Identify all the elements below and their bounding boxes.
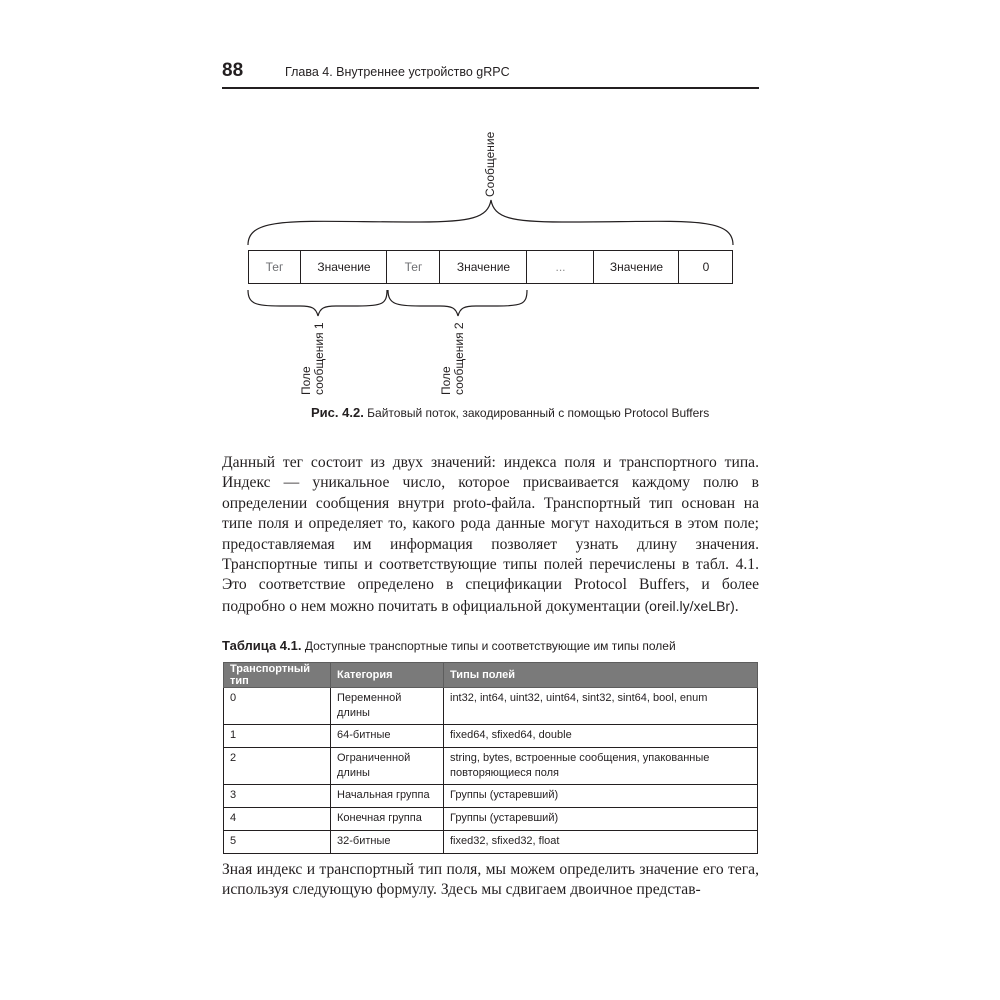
cell-category: Ограниченной длины (331, 748, 444, 785)
cell-category: Начальная группа (331, 785, 444, 808)
field-label-2 (440, 322, 466, 395)
cell-field-types: Группы (устаревший) (444, 785, 758, 808)
table-header-row (224, 663, 758, 688)
cell-transport-type: 4 (224, 808, 331, 831)
stream-cell-tag: Тег (386, 250, 440, 284)
caption-number: Рис. 4.2. (311, 405, 364, 420)
table-title (222, 638, 759, 653)
table-row (224, 785, 758, 808)
field-brace-1 (248, 290, 387, 316)
header-transport-type: Транспортный тип (224, 663, 331, 688)
table-title-text: Доступные транспортные типы и соответствующие им типы полей (304, 639, 676, 653)
cell-category: Конечная группа (331, 808, 444, 831)
figure-caption (311, 405, 711, 420)
cell-field-types: string, bytes, встроенные сообщения, упакованные повторяющиеся поля (444, 748, 758, 785)
cell-transport-type: 5 (224, 831, 331, 854)
stream-cell-value: Значение (439, 250, 527, 284)
field-label-1 (300, 322, 326, 395)
table-row (224, 748, 758, 785)
stream-cell-value: Значение (300, 250, 387, 284)
table-row (224, 725, 758, 748)
stream-cell-tag: Тег (265, 260, 284, 274)
cell-field-types: fixed64, sfixed64, double (444, 725, 758, 748)
brace-diagram (0, 0, 1000, 420)
page-number: 88 (222, 60, 244, 81)
doc-link[interactable]: (oreil.ly/xeLBr) (644, 597, 735, 614)
cell-transport-type: 0 (224, 688, 331, 725)
paragraph-1-end: . (734, 597, 739, 615)
field-label-1-line2: сообщения 1 (312, 322, 326, 395)
table-row (224, 808, 758, 831)
message-label: Сообщение (483, 131, 497, 197)
header-category: Категория (331, 663, 444, 688)
caption-text: Байтовый поток, закодированный с помощью Protocol Buffers (367, 406, 710, 420)
cell-category: 64-битные (331, 725, 444, 748)
table-row (224, 688, 758, 725)
stream-cell-value: Значение (593, 250, 679, 284)
paragraph-1 (222, 453, 759, 617)
field-label-1-line1: Поле (299, 366, 313, 395)
stream-cell-terminator: 0 (678, 250, 733, 284)
cell-field-types: fixed32, sfixed32, float (444, 831, 758, 854)
header-field-types: Типы полей (444, 663, 758, 688)
cell-category: Переменной длины (331, 688, 444, 725)
cell-category: 32-битные (331, 831, 444, 854)
field-label-2-line1: Поле (439, 366, 453, 395)
cell-field-types: int32, int64, uint32, uint64, sint32, sint64, bool, enum (444, 688, 758, 725)
message-brace (248, 200, 733, 245)
field-label-2-line2: сообщения 2 (452, 322, 466, 395)
running-head: Глава 4. Внутреннее устройство gRPC (285, 65, 510, 79)
stream-cell-ellipsis: ... (526, 250, 594, 284)
cell-transport-type: 1 (224, 725, 331, 748)
paragraph-2 (222, 860, 759, 901)
paragraph-1-text: Данный тег состоит из двух значений: индекса поля и транспортного типа. Индекс — уникальное число, которое присваивается каждому полю в определении сообщения внутри proto-файла. Транспортный тип основан на типе поля и определяет то, какого рода данные могут находиться в этом поле; предоставляемая им информация позволяет узнать длину значения. Транспортные типы и соответствующие типы полей перечислены в табл. 4.1. Это соответствие определено в спецификации Protocol Buffers, и более подробно о нем можно почитать в официальной документации (222, 454, 759, 615)
cell-field-types: Группы (устаревший) (444, 808, 758, 831)
table-number: Таблица 4.1. (222, 638, 302, 653)
transport-types-table (223, 662, 758, 854)
paragraph-2-text: Зная индекс и транспортный тип поля, мы можем определить значение его тега, используя следующую формулу. Здесь мы сдвигаем двоичное представ- (222, 861, 759, 899)
table-row (224, 831, 758, 854)
cell-transport-type: 3 (224, 785, 331, 808)
field-brace-2 (388, 290, 527, 316)
cell-transport-type: 2 (224, 748, 331, 785)
